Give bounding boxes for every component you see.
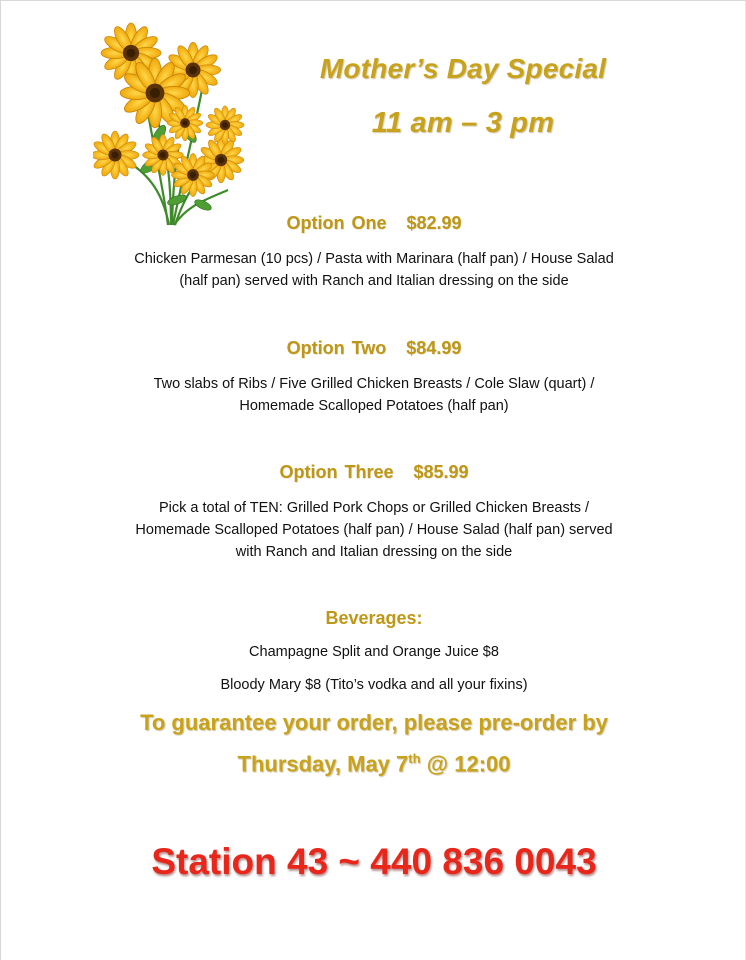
contact-phone: Station 43 ~ 440 836 0043 <box>151 841 597 882</box>
beverages-heading: Beverages: <box>325 608 423 628</box>
page-title: Mother’s Day Special <box>319 53 607 84</box>
description-line: with Ranch and Italian dressing on the side <box>235 544 513 560</box>
option-one-description <box>121 248 627 292</box>
option-two-description <box>121 373 627 417</box>
beverage-item: Champagne Split and Orange Juice $8 <box>249 644 499 660</box>
description-line: Homemade Scalloped Potatoes (half pan) / House Salad (half pan) served <box>135 522 613 538</box>
preorder-line-2 <box>61 741 687 782</box>
option-three-description <box>121 497 627 563</box>
option-price: $82.99 <box>406 213 462 233</box>
description-line: Homemade Scalloped Potatoes (half pan) <box>239 398 509 414</box>
date-suffix: th <box>408 751 421 766</box>
description-line: Chicken Parmesan (10 pcs) / Pasta with Marinara (half pan) / House Salad <box>134 251 614 267</box>
option-price: $85.99 <box>413 462 469 482</box>
description-line: Pick a total of TEN: Grilled Pork Chops or Grilled Chicken Breasts / <box>158 500 590 516</box>
option-name: Option Two <box>286 338 387 358</box>
preorder-notice <box>61 705 687 782</box>
option-name: Option One <box>286 213 387 233</box>
preorder-date: Thursday, May 7 <box>237 751 409 777</box>
option-one-heading <box>1 213 746 234</box>
option-three-heading <box>1 462 746 483</box>
description-line: Two slabs of Ribs / Five Grilled Chicken Breasts / Cole Slaw (quart) / <box>153 376 595 392</box>
preorder-line-1: To guarantee your order, please pre-order by <box>140 710 608 735</box>
event-hours: 11 am – 3 pm <box>371 107 555 139</box>
preorder-time: @ 12:00 <box>420 751 511 777</box>
option-two-heading <box>1 338 746 359</box>
description-line: (half pan) served with Ranch and Italian dressing on the side <box>179 273 569 289</box>
beverage-item: Bloody Mary $8 (Tito’s vodka and all your fixins) <box>220 677 528 693</box>
option-name: Option Three <box>279 462 394 482</box>
sunflower-bouquet-icon <box>93 15 253 235</box>
option-price: $84.99 <box>406 338 462 358</box>
